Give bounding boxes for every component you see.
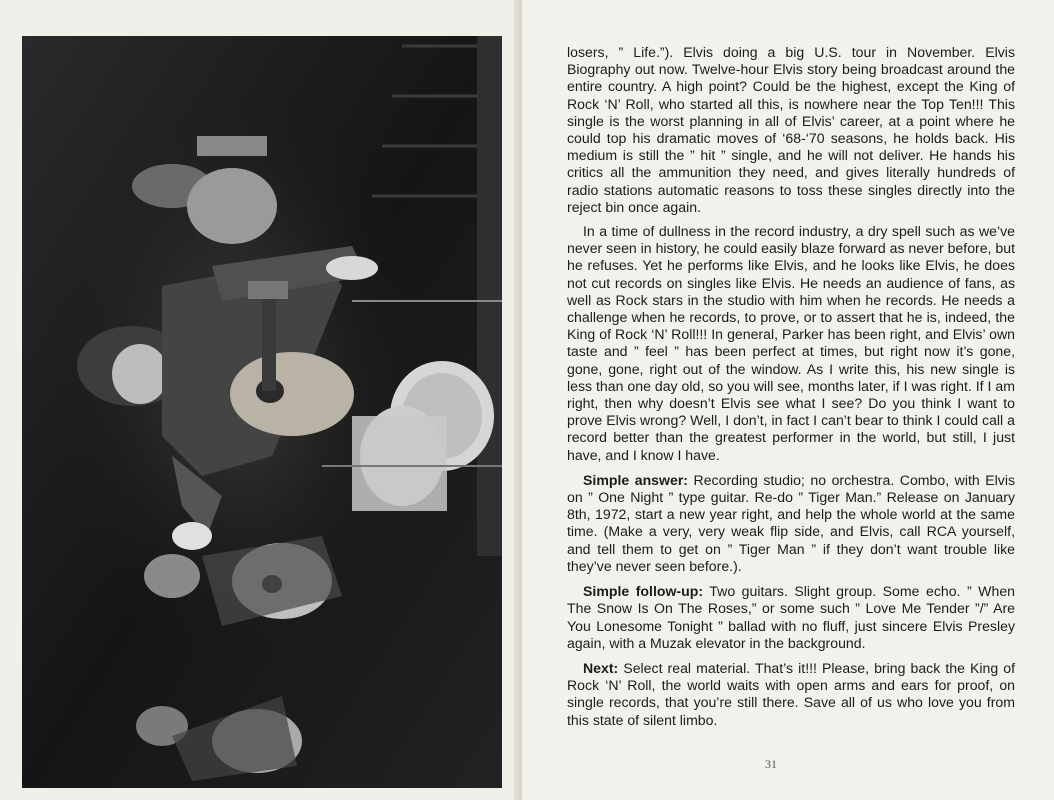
paragraph-1: losers, ” Life.”). Elvis doing a big U.S. tour in November. Elvis Biography out now. Twelve-hour Elvis story being broadcast around the entire country. A high point? Could be the highest, except the King of Rock ‘N’ Roll, who started all this, is nowhere near the Top Ten!!! This single is the worst planning in all of Elvis’ career, at a point where he could top his dramatic moves of ‘68-‘70 seasons, he holds back. His medium is still the ” hit ” single, and he will not deliver. He hands his critics all the ammunition they need, and gives literally hundreds of radio stations automatic reasons to toss these singles directly into the reject bin once again.	[567, 44, 1015, 215]
section-text: Two guitars. Slight group. Some echo. ” When The Snow Is On The Roses,” or some such ” Love Me Tender ”/” Are You Lonesome Tonight ” ballad with no fluff, just sincere Elvis Presley again, with a Muzak elevator in the background.	[567, 583, 1015, 651]
section-label: Next:	[583, 659, 619, 676]
page-number: 31	[765, 757, 777, 771]
left-page	[0, 0, 522, 800]
section-text: Recording studio; no orchestra. Combo, with Elvis on ” One Night ” type guitar. Re-do ” Tiger Man.” Release on January 8th, 1972, start a new year right, and help the whole world at the same time. (Make a very, very weak flip side, and Elvis, call RCA yourself, and tell them to get on ” Tiger Man ” if they don’t want trouble like they’ve never seen before.).	[567, 471, 1015, 574]
elvis-concert-photo	[22, 36, 502, 788]
section-simple-follow-up	[567, 583, 1015, 652]
section-text: Select real material. That’s it!!! Please, bring back the King of Rock ‘N’ Roll, the world waits with open arms and ears for proof, on single records, that you’re still there. Save all of us who love you from this state of silent limbo.	[567, 659, 1015, 728]
section-next	[567, 660, 1015, 729]
article-text	[567, 44, 1015, 736]
photo-illustration	[22, 36, 502, 788]
paragraph-2: In a time of dullness in the record industry, a dry spell such as we’ve never seen in history, he could easily blaze forward as never before, but he refuses. Yet he performs like Elvis, and he looks like Elvis, he does not cut records on singles like Elvis. He needs an audience of fans, as well as Rock stars in the studio with him when he records. He needs a challenge when he records, to prove, or to assert that he is, indeed, the King of Rock ‘N’ Roll!!! In general, Parker has been right, and Elvis’ own taste and ” feel ” has been perfect at times, but right now it’s gone, gone, gone, right out of the window. As I write this, his new single is less than one day old, so you will see, months later, if I was right. If I am right, then why doesn’t Elvis see what I see? Do you think I want to prove Elvis wrong? Well, I don’t, in fact I can’t bear to think I could call a record better than the greatest performer in the world, but still, I just have, and I know I have.	[567, 223, 1015, 463]
section-label: Simple answer:	[583, 471, 689, 488]
section-simple-answer	[567, 472, 1015, 575]
section-label: Simple follow-up:	[583, 583, 704, 600]
